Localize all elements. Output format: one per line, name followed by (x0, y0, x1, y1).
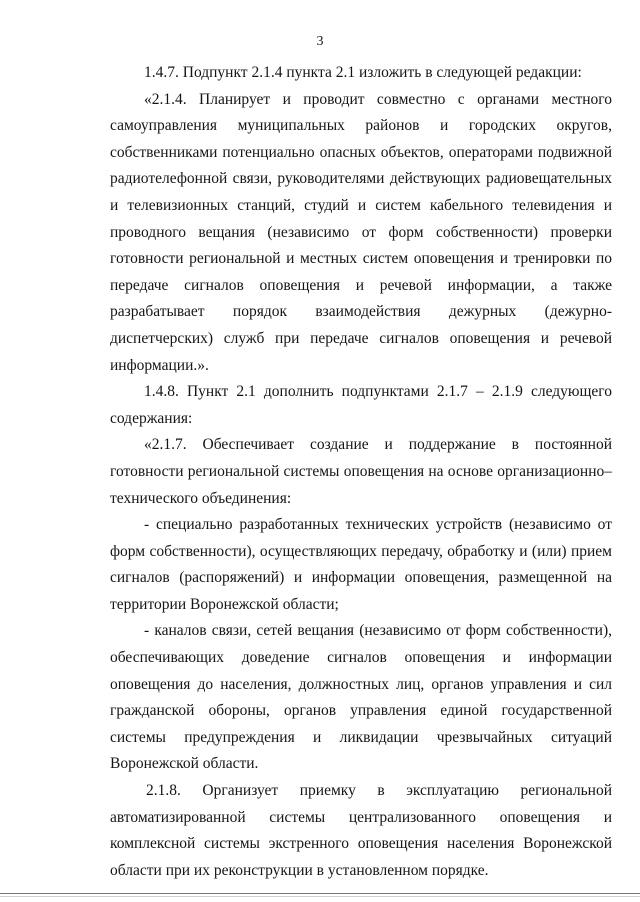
paragraph-1-4-8: 1.4.8. Пункт 2.1 дополнить подпунктами 2.1.7 – 2.1.9 следующего содержания: (110, 383, 612, 427)
page-number: 3 (316, 34, 324, 49)
paragraph-technical-devices: - специально разработанных технических устройств (независимо от форм собственности), осуществляющих передачу, обработку и (или) прием сигналов (распоряжений) и информации оповещения, размещенной на территории Воронежской области; (110, 516, 612, 613)
paragraph-2-1-4: «2.1.4. Планирует и проводит совместно с органами местного самоуправления муниципальных районов и городских округов, собственниками потенциально опасных объектов, операторами подвижной радиотелефонной связи, руководителями действующих радиовещательных и телевизионных станций, студий и систем кабельного телевидения и проводного вещания (независимо от форм собственности) проверки готовности региональной и местных систем оповещения и тренировки по передаче сигналов оповещения и речевой информации, а также разрабатывает порядок взаимодействия дежурных (дежурно-диспетчерских) служб при передаче сигналов оповещения и речевой информации.». (110, 90, 612, 374)
paragraph-2-1-7: «2.1.7. Обеспечивает создание и поддержание в постоянной готовности региональной системы оповещения на основе организационно–технического объединения: (110, 436, 612, 507)
paragraph-1-4-7: 1.4.7. Подпункт 2.1.4 пункта 2.1 изложить в следующей редакции: (144, 64, 582, 81)
document-body (110, 60, 612, 884)
page-bottom-border (0, 893, 640, 894)
paragraph-2-1-8: 2.1.8. Организует приемку в эксплуатацию региональной автоматизированной системы централизованного оповещения и комплексной системы экстренного оповещения населения Воронежской области при их реконструкции в установленном порядке. (110, 782, 612, 879)
paragraph-communication-channels: - каналов связи, сетей вещания (независимо от форм собственности), обеспечивающих доведение сигналов оповещения и информации оповещения до населения, должностных лиц, органов управления и сил гражданской обороны, органов управления единой государственной системы предупреждения и ликвидации чрезвычайных ситуаций Воронежской области. (110, 622, 612, 773)
